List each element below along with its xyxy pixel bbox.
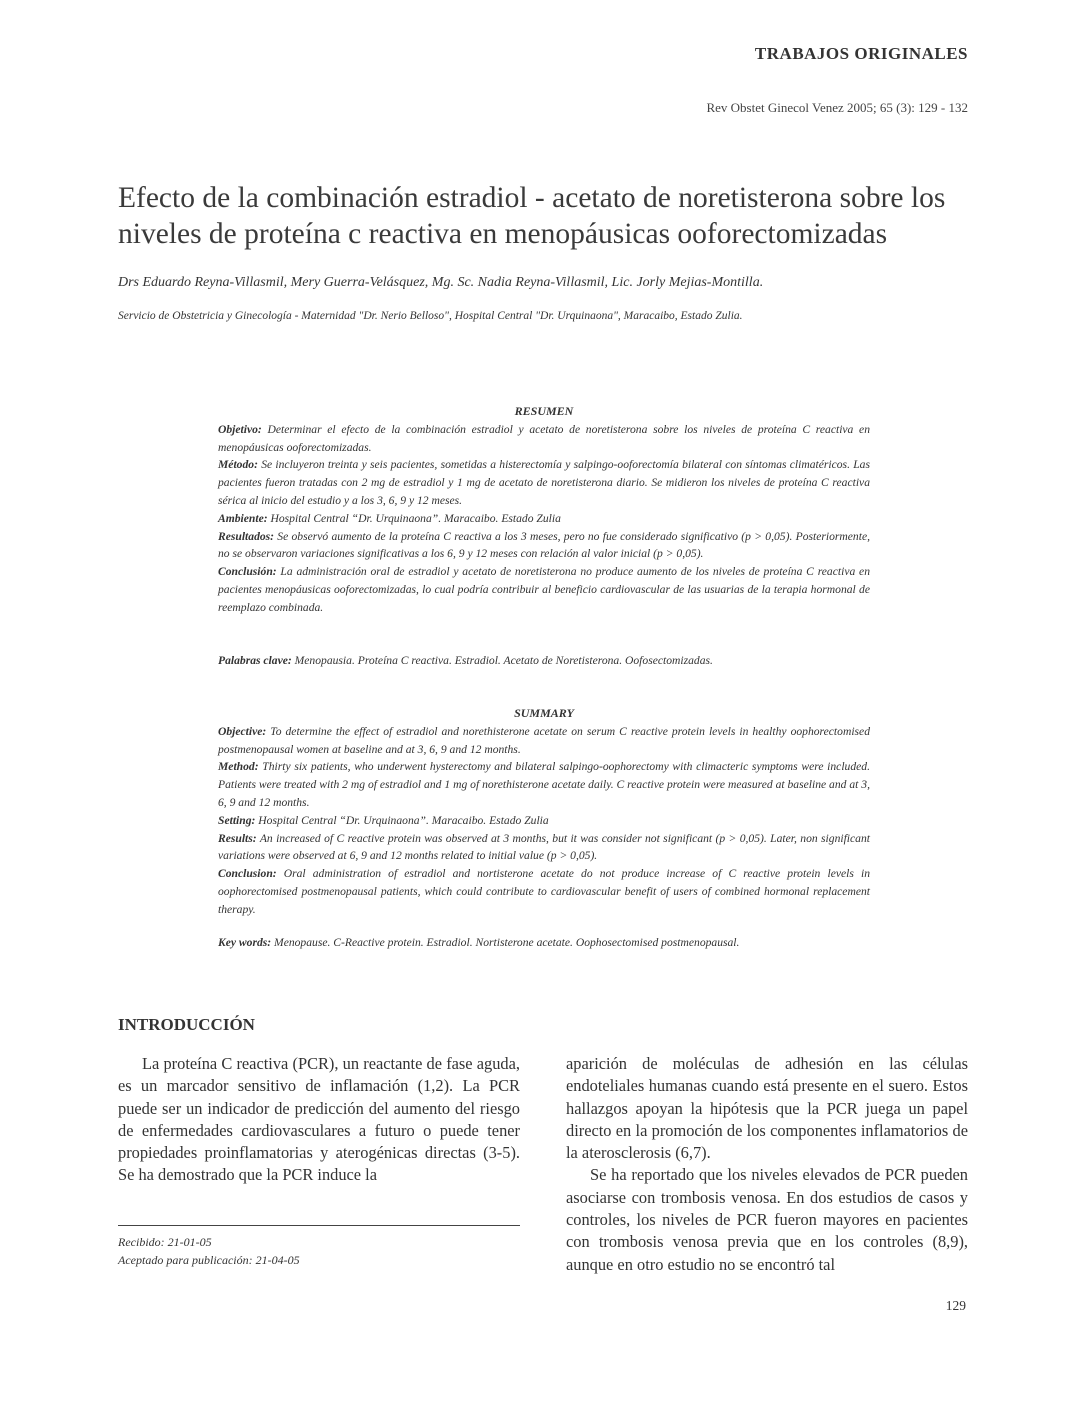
body-paragraph: Se ha reportado que los niveles elevados de PCR pueden asociarse con trombosis venosa. En dos estudios de casos y controles, los niveles de PCR fueron mayores en pacientes con trombosis venosa previa que en los controles (8,9), aunque en otro estudio no se encontró tal <box>566 1165 968 1274</box>
resumen-resultados-text: Se observó aumento de la proteína C reactiva a los 3 meses, pero no fue considerado significativo (p > 0,05). Posteriormente, no se observaron variaciones significativas a los 6, 9 y 12 meses con relación al valor inicial (p > 0,05). <box>218 529 870 561</box>
summary-results-text: An increased of C reactive protein was observed at 3 months, but it was consider not significant (p > 0,05). Later, non significant variations were observed at 6, 9 and 12 months related to initial value (p > 0,05). <box>218 831 870 863</box>
accepted-date: Aceptado para publicación: 21-04-05 <box>118 1253 300 1267</box>
resumen-heading: RESUMEN <box>514 404 574 418</box>
summary-objective <box>218 723 870 759</box>
resumen-conclusion-label: Conclusión: <box>218 565 277 579</box>
summary-method-label: Method: <box>218 760 259 774</box>
resumen-resultados <box>218 528 870 564</box>
resumen-conclusion-text: La administración oral de estradiol y acetato de noretisterona no produce aumento de los niveles de proteína C reactiva en pacientes menopáusicas ooforectomizadas, lo cual podría contribuir al beneficio cardiovascular de las usuarias de la terapia hormonal de reemplazo combinada. <box>218 565 870 614</box>
resumen-metodo-text: Se incluyeron treinta y seis pacientes, sometidas a histerectomía y salpingo-ooforectomía bilateral con síntomas climatéricos. Las pacientes fueron tratadas con 2 mg de estradiol y 1 mg de acetato de noretisterona diario. Se midieron los niveles de proteína C reactiva sérica al inicio del estudio y a los 3, 6, 9 y 12 meses. <box>218 458 870 507</box>
summary-method <box>218 758 870 811</box>
summary-setting-label: Setting: <box>218 813 256 827</box>
body-column-right <box>566 1053 968 1276</box>
body-column-left <box>118 1053 520 1187</box>
resumen-conclusion <box>218 563 870 616</box>
palabras-clave-label: Palabras clave: <box>218 654 292 667</box>
summary-conclusion-text: Oral administration of estradiol and nortisterone acetate do not produce increase of C reactive protein levels in oophorectomised postmenopausal patients, which could contribute to cardiovascular benefit of users of combined hormonal replacement therapy. <box>218 867 870 916</box>
body-paragraph: La proteína C reactiva (PCR), un reactante de fase aguda, es un marcador sensitivo de inflamación (1,2). La PCR puede ser un indicador de predicción del aumento del riesgo de enfermedades cardiovasculares a futuro o puede tener propiedades proinflamatorias y aterogénicas directas (3-5). Se ha demostrado que la PCR induce la <box>118 1054 520 1185</box>
palabras-clave-text: Menopausia. Proteína C reactiva. Estradiol. Acetato de Noretisterona. Oofosectomizadas. <box>291 654 713 667</box>
resumen-ambiente <box>218 510 870 528</box>
summary-objective-text: To determine the effect of estradiol and norethisterone acetate on serum C reactive protein levels in healthy oophorectomised postmenopausal women at baseline and at 3, 6, 9 and 12 months. <box>218 724 870 756</box>
summary-results-label: Results: <box>218 831 257 845</box>
footnote <box>118 1233 300 1269</box>
summary-conclusion-label: Conclusion: <box>218 867 277 881</box>
journal-citation: Rev Obstet Ginecol Venez 2005; 65 (3): 129 - 132 <box>706 100 968 115</box>
article-authors: Drs Eduardo Reyna-Villasmil, Mery Guerra-Velásquez, Mg. Sc. Nadia Reyna-Villasmil, Lic. Jorly Mejias-Montilla. <box>118 275 764 290</box>
summary-heading: SUMMARY <box>514 706 574 720</box>
resumen-resultados-label: Resultados: <box>218 529 275 543</box>
resumen-objetivo-label: Objetivo: <box>218 422 262 436</box>
article-title: Efecto de la combinación estradiol - acetato de noretisterona sobre los niveles de proteína c reactiva en menopáusicas ooforectomizadas <box>118 182 946 250</box>
resumen-block <box>218 403 870 617</box>
palabras-clave <box>218 654 870 667</box>
summary-setting-text: Hospital Central “Dr. Urquinaona”. Maracaibo. Estado Zulia <box>255 813 549 827</box>
summary-block <box>218 705 870 919</box>
key-words-text: Menopause. C-Reactive protein. Estradiol. Nortisterone acetate. Oophosectomised postmenopausal. <box>271 936 740 949</box>
summary-conclusion <box>218 865 870 918</box>
key-words <box>218 936 870 949</box>
footnote-divider <box>118 1225 520 1226</box>
resumen-ambiente-text: Hospital Central “Dr. Urquinaona”. Maracaibo. Estado Zulia <box>267 511 561 525</box>
section-label: TRABAJOS ORIGINALES <box>754 44 968 63</box>
summary-setting <box>218 812 870 830</box>
summary-objective-label: Objective: <box>218 724 267 738</box>
article-affiliation: Servicio de Obstetricia y Ginecología - Maternidad "Dr. Nerio Belloso", Hospital Central "Dr. Urquinaona", Maracaibo, Estado Zulia. <box>118 310 743 322</box>
resumen-metodo <box>218 456 870 509</box>
body-paragraph: aparición de moléculas de adhesión en las células endoteliales humanas cuando está presente en el suero. Estos hallazgos apoyan la hipótesis que la PCR juega un papel directo en la promoción de los componentes inflamatorios de la aterosclerosis (6,7). <box>566 1054 968 1163</box>
resumen-metodo-label: Método: <box>218 458 258 472</box>
resumen-ambiente-label: Ambiente: <box>218 511 268 525</box>
received-date: Recibido: 21-01-05 <box>118 1235 212 1249</box>
resumen-objetivo-text: Determinar el efecto de la combinación estradiol y acetato de noretisterona sobre los niveles de proteína C reactiva en menopáusicas ooforectomizadas. <box>218 422 870 454</box>
page-number: 129 <box>945 1298 966 1313</box>
introduction-heading: INTRODUCCIÓN <box>118 1015 255 1034</box>
resumen-objetivo <box>218 421 870 457</box>
key-words-label: Key words: <box>218 936 272 949</box>
summary-method-text: Thirty six patients, who underwent hysterectomy and bilateral salpingo-oophorectomy with climacteric symptoms were included. Patients were treated with 2 mg of estradiol and 1 mg of norethisterone acetate daily. C reactive protein were measured at baseline and at 3, 6, 9 and 12 months. <box>218 760 870 809</box>
summary-results <box>218 830 870 866</box>
